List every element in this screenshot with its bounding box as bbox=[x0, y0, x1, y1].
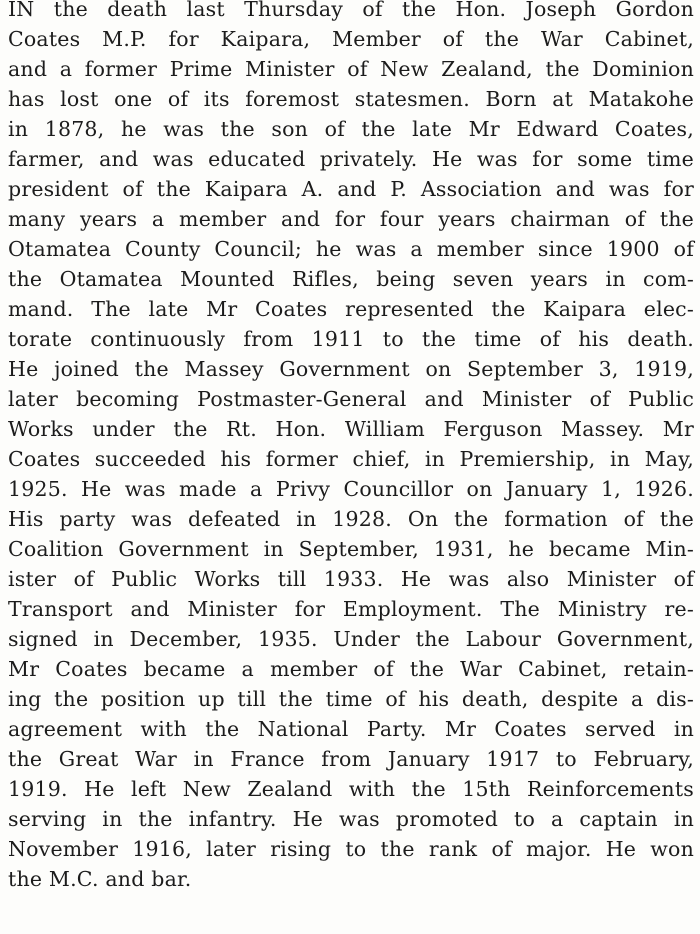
text-line: the M.C. and bar. bbox=[8, 867, 192, 891]
text-line: many years a member and for four years chairman of the bbox=[8, 207, 694, 231]
text-line: mand. The late Mr Coates represented the Kaipara elec- bbox=[8, 297, 694, 321]
text-line: His party was defeated in 1928. On the formation of the bbox=[8, 507, 694, 531]
text-line: has lost one of its foremost statesmen. Born at Matakohe bbox=[8, 87, 694, 111]
text-line: Coates succeeded his former chief, in Premiership, in May, bbox=[8, 447, 694, 471]
text-line: Coalition Government in September, 1931, he became Min- bbox=[8, 537, 694, 561]
text-line: Transport and Minister for Employment. The Ministry re- bbox=[8, 597, 694, 621]
text-line: Coates M.P. for Kaipara, Member of the War Cabinet, bbox=[8, 27, 694, 51]
text-line: the Otamatea Mounted Rifles, being seven years in com- bbox=[8, 267, 694, 291]
text-line: serving in the infantry. He was promoted to a captain in bbox=[8, 807, 694, 831]
text-line: president of the Kaipara A. and P. Association and was for bbox=[8, 177, 694, 201]
text-line: November 1916, later rising to the rank of major. He won bbox=[8, 837, 694, 861]
text-line: farmer, and was educated privately. He was for some time bbox=[8, 147, 694, 171]
text-line: the Great War in France from January 1917 to February, bbox=[8, 747, 694, 771]
text-line: 1919. He left New Zealand with the 15th Reinforcements bbox=[8, 777, 694, 801]
text-line: later becoming Postmaster-General and Minister of Public bbox=[8, 387, 694, 411]
text-line: He joined the Massey Government on September 3, 1919, bbox=[8, 357, 694, 381]
text-line: Mr Coates became a member of the War Cabinet, retain- bbox=[8, 657, 694, 681]
text-line: 1925. He was made a Privy Councillor on January 1, 1926. bbox=[8, 477, 694, 501]
text-line: ister of Public Works till 1933. He was also Minister of bbox=[8, 567, 694, 591]
obituary-article bbox=[8, 0, 694, 894]
text-line: IN the death last Thursday of the Hon. Joseph Gordon bbox=[8, 0, 694, 21]
text-line: agreement with the National Party. Mr Coates served in bbox=[8, 717, 694, 741]
text-line: ing the position up till the time of his death, despite a dis- bbox=[8, 687, 694, 711]
text-line: and a former Prime Minister of New Zealand, the Dominion bbox=[8, 57, 694, 81]
text-line: signed in December, 1935. Under the Labour Government, bbox=[8, 627, 694, 651]
text-line: Works under the Rt. Hon. William Ferguson Massey. Mr bbox=[8, 417, 694, 441]
text-line: Otamatea County Council; he was a member since 1900 of bbox=[8, 237, 694, 261]
text-line: in 1878, he was the son of the late Mr Edward Coates, bbox=[8, 117, 694, 141]
text-line: torate continuously from 1911 to the time of his death. bbox=[8, 327, 694, 351]
